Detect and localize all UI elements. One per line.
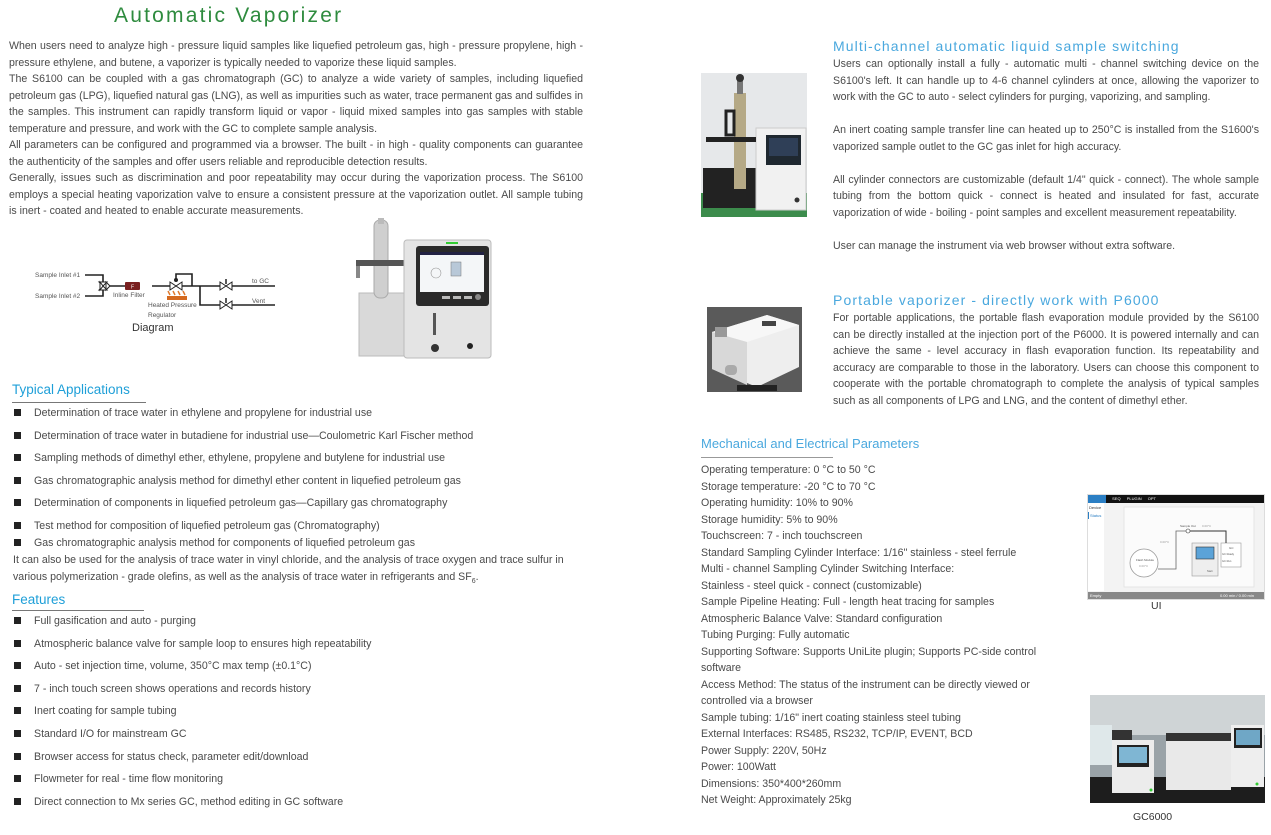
heater-plate-icon — [167, 296, 187, 300]
list-item — [13, 659, 593, 682]
home-icon — [1088, 495, 1106, 503]
diagram-label-inlet1: Sample Inlet #1 — [35, 272, 81, 279]
parameter-line: External Interfaces: RS485, RS232, TCP/IP, EVENT, BCD — [701, 728, 973, 740]
list-item — [13, 519, 593, 536]
ui-topbar — [1088, 495, 1264, 503]
ui-status-right: 0.00 min / 0.00 min — [1219, 593, 1254, 598]
portable-heading: Portable vaporizer - directly work with P6000 — [833, 292, 1160, 308]
ui-label: GC Run — [1222, 560, 1232, 563]
parameter-line: Multi - channel Sampling Cylinder Switching Interface: — [701, 563, 955, 575]
parameter-line: Standard Sampling Cylinder Interface: 1/16" stainless - steel ferrule — [701, 546, 1017, 559]
multichannel-paragraph: Users can optionally install a fully - automatic multi - channel switching device on the S6100's left. It can handle up to 4-6 channel cylinders at once, allowing the vaporizer to work with the GC to auto - select cylinders for purging, vaporizing, and sampling. — [833, 58, 1259, 103]
parameter-line: Sample Pipeline Heating: Full - length heat tracing for samples — [701, 596, 995, 608]
bullet-square-icon — [14, 499, 21, 506]
note-line: It can also be used for the analysis of trace water in vinyl chloride, and the analysis of trace oxygen and trace sulfur in — [13, 554, 564, 566]
list-item-text: Sampling methods of dimethyl ether, ethylene, propylene and butylene for industrial use — [34, 452, 446, 464]
parameters-list — [701, 462, 1061, 809]
parameter-line: Tubing Purging: Fully automatic — [701, 629, 850, 641]
bullet-square-icon — [14, 640, 21, 647]
list-item-text: Full gasification and auto - purging — [34, 615, 196, 627]
ui-tab: OPT — [1147, 496, 1156, 501]
list-item-text: Direct connection to Mx series GC, method editing in GC software — [34, 795, 344, 808]
list-item — [13, 474, 593, 497]
ui-flow-graphic — [1104, 503, 1264, 591]
features-heading: Features — [12, 592, 66, 607]
filter-mark: F — [130, 284, 135, 291]
list-item — [13, 536, 593, 553]
parameter-line: Power Supply: 220V, 50Hz — [701, 744, 827, 757]
parameters-heading: Mechanical and Electrical Parameters — [701, 436, 920, 451]
parameter-line: Touchscreen: 7 - inch touchscreen — [701, 530, 863, 542]
ui-tab: SEQ — [1112, 496, 1121, 501]
parameter-line: Net Weight: Approximately 25kg — [701, 794, 852, 806]
ui-label: 0.00°C — [1202, 524, 1212, 528]
bullet-square-icon — [14, 730, 21, 737]
bullet-square-icon — [14, 522, 21, 529]
parameter-line: Dimensions: 350*400*260mm — [701, 777, 842, 790]
parameter-line: Atmospheric Balance Valve: Standard configuration — [701, 612, 943, 625]
multichannel-switcher-photo — [701, 73, 807, 217]
list-item-text: Determination of trace water in butadiene for industrial use—Coulometric Karl Fischer method — [34, 429, 474, 442]
gc6000-photo — [1090, 695, 1265, 803]
list-item-text: Standard I/O for mainstream GC — [34, 727, 187, 740]
parameter-line: controlled via a browser — [701, 695, 813, 707]
list-item-text: Browser access for status check, parameter edit/download — [34, 750, 309, 763]
list-item-text: Test method for composition of liquefied petroleum gas (Chromatography) — [34, 519, 380, 532]
intro-paragraph: All parameters can be configured and programmed via a browser. The built - in high - quality components can guarantee the authenticity of the samples and offer users reliable and reproducible detection results. — [9, 139, 583, 168]
gc6000-caption: GC6000 — [1133, 811, 1173, 823]
ui-caption: UI — [1151, 600, 1162, 612]
typical-applications-note — [13, 552, 593, 590]
list-item-text: Gas chromatographic analysis method for dimethyl ether content in liquefied petroleum gas — [34, 474, 461, 487]
list-item — [13, 637, 593, 660]
features-list — [13, 614, 593, 817]
bullet-square-icon — [14, 798, 21, 805]
heading-underline — [12, 402, 146, 403]
bullet-square-icon — [14, 617, 21, 624]
bullet-square-icon — [14, 662, 21, 669]
parameter-line: Operating humidity: 10% to 90% — [701, 497, 853, 509]
list-item-text: Determination of trace water in ethylene and propylene for industrial use — [34, 407, 373, 419]
bullet-square-icon — [14, 432, 21, 439]
list-item — [13, 704, 593, 727]
bullet-square-icon — [14, 685, 21, 692]
list-item — [13, 772, 593, 795]
bullet-square-icon — [14, 409, 21, 416]
parameter-line: Power: 100Watt — [701, 761, 776, 773]
note-line — [13, 569, 593, 591]
list-item — [13, 406, 593, 429]
note-subscript: 6 — [471, 577, 476, 585]
parameter-line: Storage humidity: 5% to 90% — [701, 513, 838, 526]
note-text: various polymerization - grade olefins, as well as the analysis of trace water in refrigerants and SF — [13, 570, 472, 583]
ui-status-left: Empty — [1090, 593, 1102, 598]
intro-paragraph: When users need to analyze high - pressure liquid samples like liquefied petroleum gas, high - pressure propylene, high - pressure ethylene, and butene, a vaporizer is typically needed to vaporize these liquid samples. — [9, 40, 583, 69]
list-item — [13, 727, 593, 750]
multichannel-paragraph: All cylinder connectors are customizable (default 1/4" quick - connect). The whole sample tubing from the bottom quick - connect is heated and insulated for fast, accurate vaporization of wide - boiling - point samples and excellent measurement repeatability. — [833, 173, 1259, 219]
list-item — [13, 614, 593, 637]
diagram-label-inlet2: Sample Inlet #2 — [35, 293, 81, 300]
parameter-line: Supporting Software: Supports UniLite plugin; Supports PC-side control — [701, 645, 1037, 658]
parameter-line: Storage temperature: -20 °C to 70 °C — [701, 480, 876, 493]
flow-diagram — [20, 255, 290, 325]
parameter-line: Access Method: The status of the instrument can be directly viewed or — [701, 678, 1030, 691]
ui-label: Sample Out — [1180, 524, 1196, 528]
ui-sidebar-item: Status — [1088, 512, 1104, 519]
list-item — [13, 429, 593, 452]
ui-screenshot — [1087, 494, 1265, 600]
bullet-square-icon — [14, 775, 21, 782]
typical-applications-list — [13, 406, 593, 553]
diagram-label-to-gc: to GC — [252, 278, 269, 285]
multichannel-text — [833, 56, 1259, 254]
heater-waves-icon — [168, 291, 185, 295]
ui-tab: PLUGIN — [1126, 496, 1142, 501]
bullet-square-icon — [14, 477, 21, 484]
multichannel-paragraph: User can manage the instrument via web browser without extra software. — [833, 239, 1176, 252]
intro-paragraph: Generally, issues such as discrimination and poor repeatability may occur during the vaporization process. The S6100 employs a special heating vaporization valve to ensure a consistent pressure at the vaporization outlet. All sample tubing is inert - coated and heated to enable accurate measurements. — [9, 172, 583, 217]
ui-status-bar — [1088, 592, 1264, 599]
list-item-text: Atmospheric balance valve for sample loop to ensures high repeatability — [34, 637, 372, 650]
intro-paragraph: The S6100 can be coupled with a gas chromatograph (GC) to analyze a wide variety of samples, including liquefied petroleum gas (LPG), liquefied natural gas (LNG), as well as impurities such as water, trace permanent gas and sulfides in the samples. This instrument can rapidly transform liquid or vapor - liquid mixed samples into gas samples with stable temperature and pressure, and work with the GC to complete sample analysis. — [9, 73, 583, 135]
vaporizer-product-image — [354, 218, 494, 363]
ui-label: 0.00°C — [1160, 540, 1170, 544]
ui-label: Start — [1207, 570, 1213, 573]
list-item-text: Auto - set injection time, volume, 350°C max temp (±0.1°C) — [34, 660, 312, 673]
note-end: . — [475, 570, 479, 583]
heading-underline — [701, 457, 833, 458]
parameter-line: Stainless - steel quick - connect (customizable) — [701, 579, 922, 592]
parameter-line: Sample tubing: 1/16" inert coating stainless steel tubing — [701, 711, 961, 724]
ui-label: 0.00°C — [1139, 564, 1149, 568]
list-item — [13, 451, 593, 474]
list-item-text: Determination of components in liquefied petroleum gas—Capillary gas chromatography — [34, 497, 448, 509]
heading-underline — [12, 610, 144, 611]
list-item — [13, 795, 593, 818]
list-item-text: Inert coating for sample tubing — [34, 705, 177, 718]
portable-text: For portable applications, the portable flash evaporation module provided by the S6100 can be directly installed at the injection port of the P6000. It is powered internally and can achieve the same - level accuracy in flash evaporation function. Its repeatability and accuracy are comparable to those in the laboratory. Users can choose this component to cooperate with the portable chromatograph to complete the analysis of typical samples such as all components of LPG and LNG, and the content of dimethyl ether. — [833, 312, 1259, 407]
diagram-label-regulator2: Regulator — [148, 312, 177, 319]
bullet-square-icon — [14, 753, 21, 760]
ui-label: Flash Module — [1136, 558, 1155, 562]
multichannel-heading: Multi-channel automatic liquid sample switching — [833, 38, 1180, 54]
bullet-square-icon — [14, 707, 21, 714]
list-item — [13, 750, 593, 773]
diagram-label-regulator: Heated Pressure — [148, 302, 197, 309]
parameter-line: Operating temperature: 0 °C to 50 °C — [701, 464, 876, 476]
page-title: Automatic Vaporizer — [114, 4, 344, 27]
list-item-text: Flowmeter for real - time flow monitoring — [34, 773, 223, 786]
ui-label: GC — [1229, 546, 1234, 550]
list-item — [13, 496, 593, 519]
parameter-line: software — [701, 662, 742, 674]
ui-label: GC Ready — [1222, 553, 1235, 556]
diagram-label-vent: Vent — [252, 298, 266, 305]
diagram-label-filter: Inline Filter — [113, 292, 145, 299]
ui-sidebar-item: Device — [1089, 505, 1102, 510]
bullet-square-icon — [14, 539, 21, 546]
flow-diagram-svg — [20, 255, 290, 325]
list-item — [13, 682, 593, 705]
intro-text — [9, 38, 583, 220]
typical-applications-heading: Typical Applications — [12, 382, 130, 397]
ui-sidebar — [1088, 503, 1104, 591]
list-item-text: 7 - inch touch screen shows operations and records history — [34, 682, 311, 695]
list-item-text: Gas chromatographic analysis method for components of liquefied petroleum gas — [34, 536, 415, 549]
portable-module-photo — [707, 307, 802, 392]
multichannel-paragraph: An inert coating sample transfer line can heated up to 250°C is installed from the S1600's vaporized sample outlet to the GC gas inlet for high accuracy. — [833, 124, 1259, 153]
diagram-caption: Diagram — [132, 322, 174, 334]
bullet-square-icon — [14, 454, 21, 461]
